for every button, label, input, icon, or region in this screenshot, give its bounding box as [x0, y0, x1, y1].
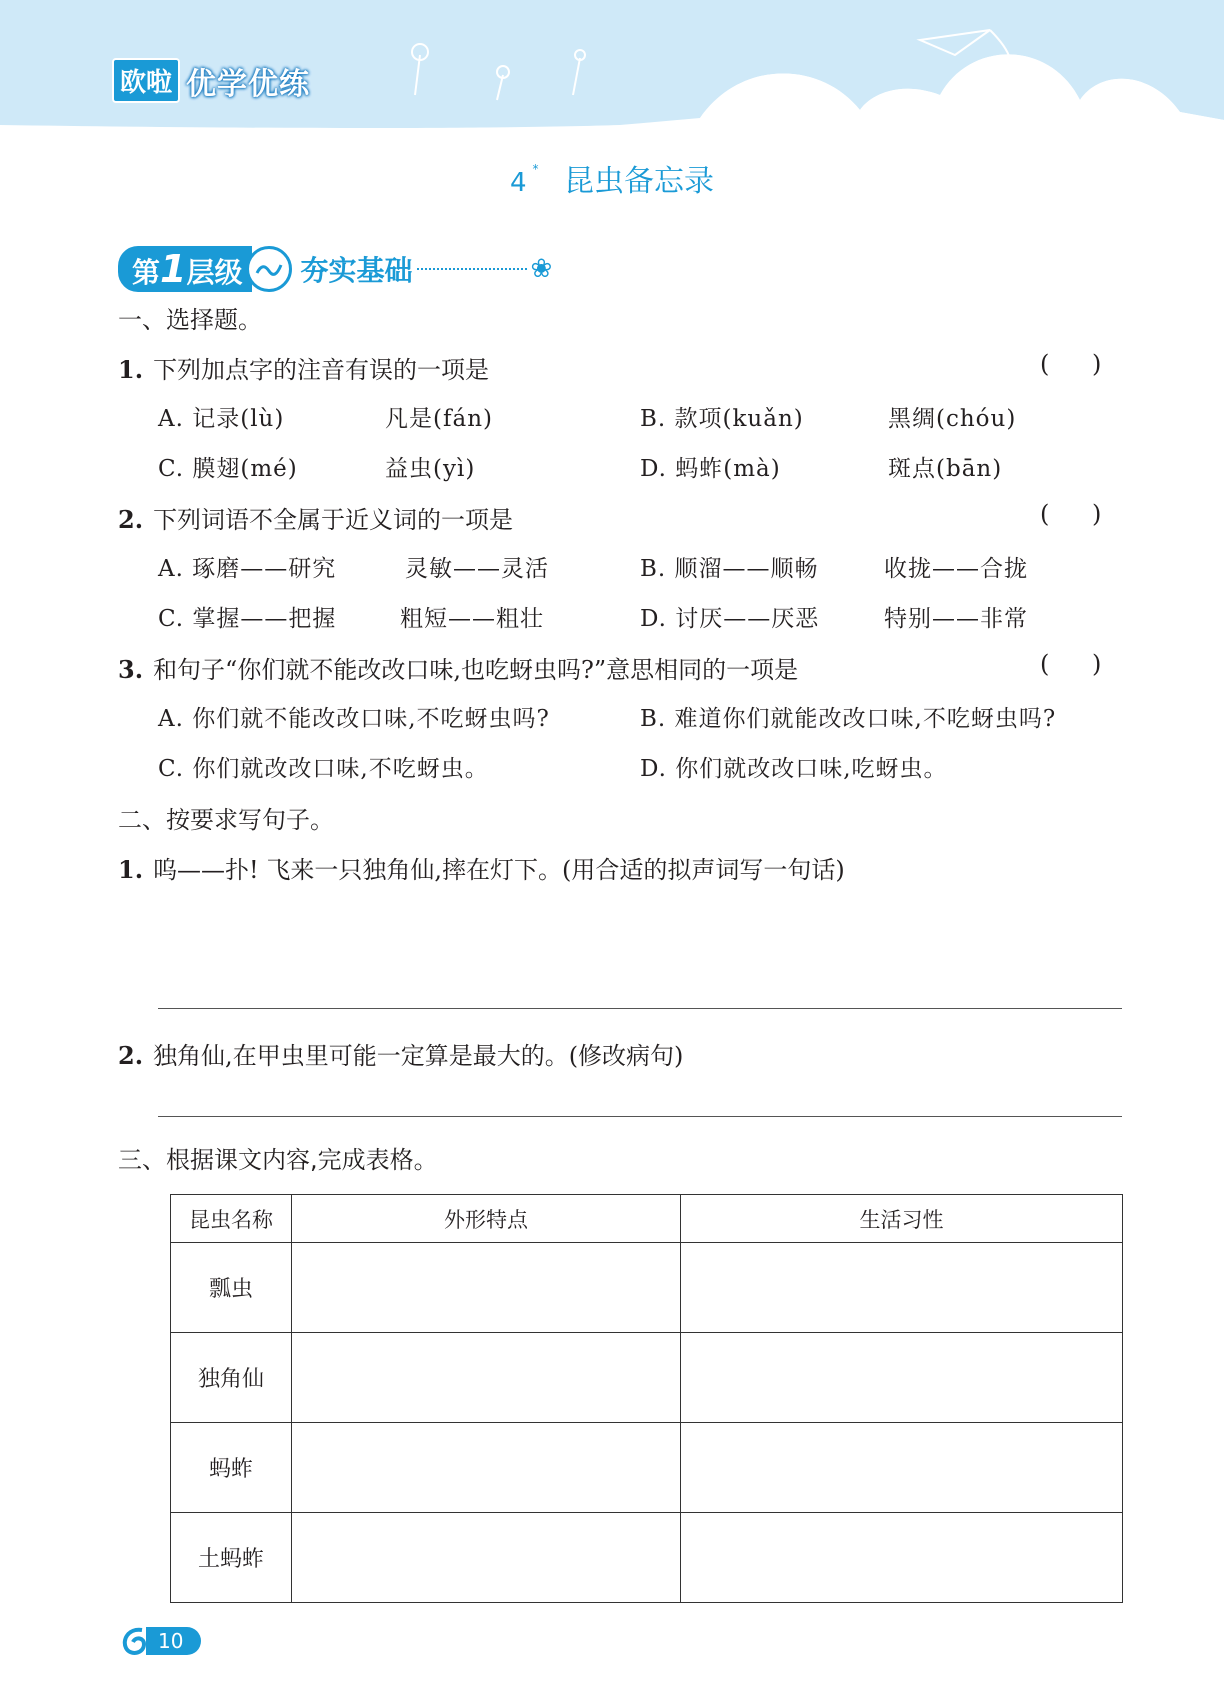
q1-option-a2: 凡是(fán)	[385, 406, 493, 432]
write-2	[118, 1036, 683, 1071]
lesson-title	[0, 156, 1224, 200]
brand-main: 优学优练	[186, 66, 311, 102]
row-insect-name: 独角仙	[171, 1333, 292, 1423]
lesson-name: 昆虫备忘录	[564, 164, 715, 199]
appearance-cell[interactable]	[292, 1243, 681, 1333]
header-appearance: 外形特点	[292, 1195, 681, 1243]
q1-paren-left: (	[1040, 350, 1050, 378]
level-name: 夯实基础	[300, 254, 413, 287]
q3-stem: 和句子“你们就不能改改口味,也吃蚜虫吗?”意思相同的一项是	[153, 656, 799, 684]
level-prefix: 第	[132, 256, 161, 289]
page-header	[0, 0, 1224, 140]
w2-num: 2.	[118, 1041, 144, 1070]
question-1	[118, 350, 489, 385]
q1-option-a: A. 记录(lù)	[158, 406, 285, 432]
q1-answer-blank[interactable]	[1040, 350, 1144, 378]
q2-paren-left: (	[1040, 500, 1050, 528]
q2-option-a2: 灵敏——灵活	[405, 556, 549, 582]
q2-stem: 下列词语不全属于近义词的一项是	[153, 506, 514, 534]
q2-num: 2.	[118, 505, 144, 534]
table-row	[171, 1513, 1123, 1603]
q1-stem: 下列加点字的注音有误的一项是	[153, 356, 490, 384]
level-banner	[118, 246, 552, 292]
w2-text: 独角仙,在甲虫里可能一定算是最大的。(修改病句)	[153, 1042, 684, 1070]
page-footer	[118, 1624, 201, 1658]
q3-paren-right: )	[1092, 650, 1102, 678]
brand-small: 欧啦	[112, 58, 180, 103]
q3-option-b: B. 难道你们就能改改口味,不吃蚜虫吗?	[640, 706, 1057, 732]
q2-option-c: C. 掌握——把握	[158, 606, 337, 632]
w1-text: 呜——扑! 飞来一只独角仙,摔在灯下。(用合适的拟声词写一句话)	[153, 856, 845, 884]
q2-paren-right: )	[1092, 500, 1102, 528]
insect-table	[170, 1194, 1123, 1603]
w1-num: 1.	[118, 855, 144, 884]
q1-option-b2: 黑绸(chóu)	[888, 406, 1017, 432]
q2-option-c2: 粗短——粗壮	[400, 606, 544, 632]
answer-line-2[interactable]	[158, 1116, 1122, 1117]
page-number: 10	[146, 1627, 201, 1655]
lesson-number: 4 *	[509, 162, 539, 198]
q2-option-a: A. 琢磨——研究	[158, 556, 337, 582]
level-divider	[417, 268, 527, 270]
q3-num: 3.	[118, 655, 144, 684]
habits-cell[interactable]	[681, 1423, 1123, 1513]
habits-cell[interactable]	[681, 1333, 1123, 1423]
row-insect-name: 瓢虫	[171, 1243, 292, 1333]
q3-answer-blank[interactable]	[1040, 650, 1144, 678]
question-3	[118, 650, 798, 685]
brand-logo	[112, 58, 310, 103]
table-row	[171, 1423, 1123, 1513]
q1-option-c: C. 膜翅(mé)	[158, 456, 298, 482]
lesson-mark: *	[532, 162, 539, 176]
wave-icon	[246, 246, 292, 292]
appearance-cell[interactable]	[292, 1333, 681, 1423]
habits-cell[interactable]	[681, 1513, 1123, 1603]
q2-answer-blank[interactable]	[1040, 500, 1144, 528]
q2-option-b: B. 顺溜——顺畅	[640, 556, 819, 582]
q2-option-b2: 收拢——合拢	[884, 556, 1028, 582]
row-insect-name: 土蚂蚱	[171, 1513, 292, 1603]
question-2	[118, 500, 513, 535]
section-table: 三、根据课文内容,完成表格。	[118, 1146, 438, 1174]
q3-option-c: C. 你们就改改口味,不吃蚜虫。	[158, 756, 489, 782]
section-choice: 一、选择题。	[118, 306, 262, 334]
q1-option-d: D. 蚂蚱(mà)	[640, 456, 781, 482]
habits-cell[interactable]	[681, 1243, 1123, 1333]
level-suffix: 层级	[186, 256, 243, 289]
q2-option-d2: 特别——非常	[884, 606, 1028, 632]
table-header-row	[171, 1195, 1123, 1243]
row-insect-name: 蚂蚱	[171, 1423, 292, 1513]
q1-option-c2: 益虫(yì)	[385, 456, 476, 482]
q1-option-b: B. 款项(kuǎn)	[640, 406, 804, 432]
q3-option-a: A. 你们就不能改改口味,不吃蚜虫吗?	[158, 706, 550, 732]
q3-option-d: D. 你们就改改口味,吃蚜虫。	[640, 756, 948, 782]
appearance-cell[interactable]	[292, 1513, 681, 1603]
level-number: 1	[160, 247, 187, 291]
hand-icon: ❀	[530, 254, 553, 284]
q1-option-d2: 斑点(bān)	[888, 456, 1003, 482]
q1-num: 1.	[118, 355, 144, 384]
q1-paren-right: )	[1092, 350, 1102, 378]
q3-paren-left: (	[1040, 650, 1050, 678]
section-write: 二、按要求写句子。	[118, 806, 334, 834]
table-row	[171, 1243, 1123, 1333]
header-insect-name: 昆虫名称	[171, 1195, 292, 1243]
appearance-cell[interactable]	[292, 1423, 681, 1513]
level-pill	[118, 246, 252, 292]
q2-option-d: D. 讨厌——厌恶	[640, 606, 820, 632]
write-1	[118, 850, 845, 885]
table-row	[171, 1333, 1123, 1423]
header-habits: 生活习性	[681, 1195, 1123, 1243]
answer-line-1[interactable]	[158, 1008, 1122, 1009]
